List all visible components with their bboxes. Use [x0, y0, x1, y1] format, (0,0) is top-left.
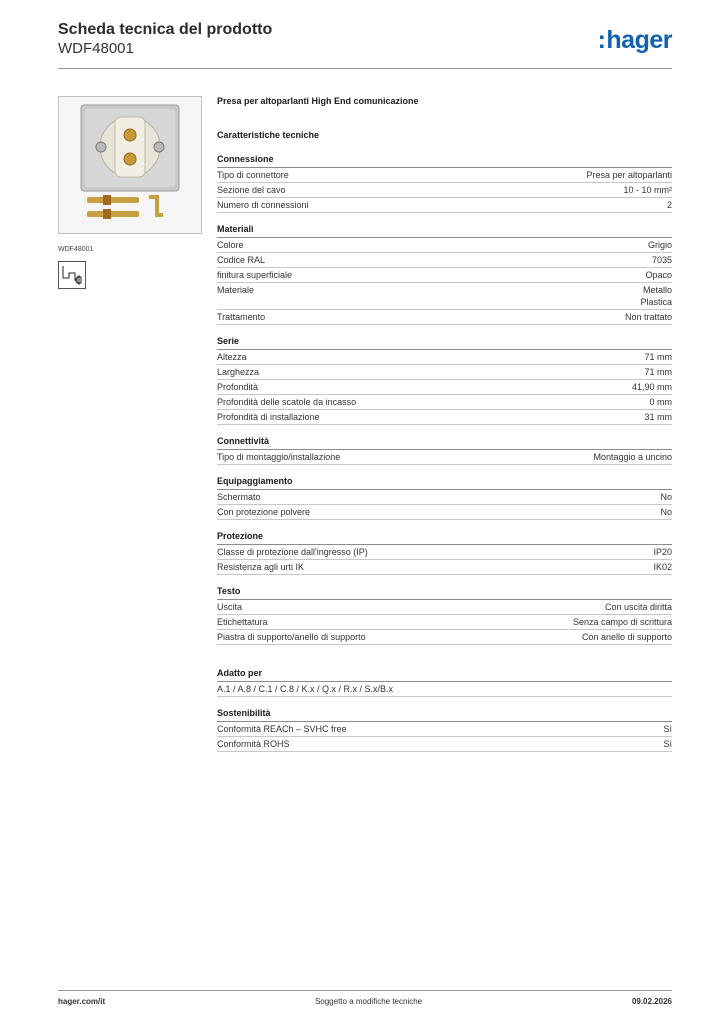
spec-label: finitura superficiale	[217, 270, 293, 280]
spec-value: Con anello di supporto	[581, 632, 672, 642]
spec-row	[217, 450, 672, 465]
spec-label: Con protezione polvere	[217, 507, 311, 517]
section-title: Adatto per	[217, 667, 672, 682]
spec-value: 2	[666, 200, 672, 210]
speaker-socket-image	[59, 97, 201, 233]
spec-section	[217, 475, 672, 520]
spec-row	[217, 283, 672, 310]
spec-row	[217, 600, 672, 615]
spec-value: No	[660, 492, 672, 502]
spec-section	[217, 435, 672, 465]
spec-label: Materiale	[217, 285, 255, 295]
spec-row	[217, 737, 672, 752]
spec-section	[217, 530, 672, 575]
spec-value: IP20	[653, 547, 672, 557]
spec-value: Sì	[663, 724, 672, 734]
logo-text: hager	[606, 26, 672, 54]
suitable-for-value: A.1 / A.8 / C.1 / C.8 / K.x / Q.x / R.x / S.x/B.x	[217, 682, 672, 697]
spec-row	[217, 490, 672, 505]
spec-value: Con uscita diritta	[604, 602, 672, 612]
header-divider	[58, 68, 672, 69]
spec-row	[217, 168, 672, 183]
section-title: Connessione	[217, 153, 672, 168]
page-footer	[58, 997, 672, 1006]
product-image-column	[58, 96, 202, 289]
spec-value: Senza campo di scrittura	[572, 617, 672, 627]
product-code: WDF48001	[58, 40, 134, 57]
spec-row	[217, 365, 672, 380]
spec-label: Profondità di installazione	[217, 412, 320, 422]
spec-row	[217, 268, 672, 283]
spec-value: Montaggio a uncino	[593, 452, 672, 462]
spec-row	[217, 380, 672, 395]
spec-label: Colore	[217, 240, 244, 250]
page-header	[58, 20, 672, 68]
product-name: Presa per altoparlanti High End comunicazione	[217, 96, 419, 106]
spec-value: 41,90 mm	[631, 382, 672, 392]
spec-label: Codice RAL	[217, 255, 266, 265]
document-title: Scheda tecnica del prodotto	[58, 21, 273, 38]
spec-row	[217, 350, 672, 365]
spec-label: Tipo di connettore	[217, 170, 289, 180]
spec-value: Presa per altoparlanti	[586, 170, 672, 180]
spec-sections	[217, 153, 672, 645]
spec-label: Classe di protezione dall'ingresso (IP)	[217, 547, 368, 557]
spec-label: Larghezza	[217, 367, 260, 377]
spec-row	[217, 410, 672, 425]
spec-value: 31 mm	[644, 412, 672, 422]
spec-label: Conformità ROHS	[217, 739, 290, 749]
spec-value: Grigio	[647, 240, 672, 250]
spec-label: Profondità	[217, 382, 259, 392]
spec-label: Trattamento	[217, 312, 266, 322]
spec-section	[217, 153, 672, 213]
spec-value: 0 mm	[649, 397, 672, 407]
spec-section	[217, 585, 672, 645]
section-title: Connettività	[217, 435, 672, 450]
spec-label: Schermato	[217, 492, 261, 502]
section-title: Protezione	[217, 530, 672, 545]
spec-value: 71 mm	[644, 367, 672, 377]
product-photo	[58, 96, 202, 234]
spec-value: 7035	[651, 255, 672, 265]
spec-label: Altezza	[217, 352, 247, 362]
spec-section	[217, 223, 672, 325]
tech-heading: Caratteristiche tecniche	[217, 130, 320, 140]
spec-value: No	[660, 507, 672, 517]
spec-row	[217, 238, 672, 253]
spec-label: Resistenza agli urti IK	[217, 562, 305, 572]
spec-value: 71 mm	[644, 352, 672, 362]
section-title: Testo	[217, 585, 672, 600]
spec-label: Conformità REACh – SVHC free	[217, 724, 347, 734]
footer-date: 09.02.2026	[631, 997, 672, 1006]
spec-row	[217, 505, 672, 520]
spec-label: Etichettatura	[217, 617, 268, 627]
spec-section	[217, 335, 672, 425]
spec-label: Numero di connessioni	[217, 200, 309, 210]
spec-value: 10 - 10 mm²	[623, 185, 672, 195]
spec-row	[217, 615, 672, 630]
section-title: Materiali	[217, 223, 672, 238]
spec-row	[217, 545, 672, 560]
spec-value: Opaco	[645, 270, 672, 280]
spec-label: Sezione del cavo	[217, 185, 286, 195]
hager-logo: :hager	[597, 26, 672, 54]
spec-label: Uscita	[217, 602, 243, 612]
spec-row	[217, 253, 672, 268]
section-title: Serie	[217, 335, 672, 350]
spec-row	[217, 198, 672, 213]
spec-row	[217, 310, 672, 325]
spec-label: Profondità delle scatole da incasso	[217, 397, 357, 407]
suitable-for-section	[217, 667, 672, 697]
loudspeaker-socket-icon	[58, 261, 86, 289]
spec-row	[217, 630, 672, 645]
spec-value: IK02	[653, 562, 672, 572]
spec-row	[217, 183, 672, 198]
spec-label: Piastra di supporto/anello di supporto	[217, 632, 366, 642]
footer-website: hager.com/it	[58, 997, 106, 1006]
spec-row	[217, 395, 672, 410]
section-title: Sostenibilità	[217, 707, 672, 722]
sustainability-section	[217, 707, 672, 752]
spec-row	[217, 560, 672, 575]
spec-value: Sì	[663, 739, 672, 749]
spec-value: Metallo Plastica	[640, 285, 672, 307]
spec-value: Non trattato	[624, 312, 672, 322]
section-title: Equipaggiamento	[217, 475, 672, 490]
footer-notice: Soggetto a modifiche tecniche	[314, 997, 423, 1006]
specs-column	[217, 96, 672, 762]
spec-label: Tipo di montaggio/installazione	[217, 452, 341, 462]
photo-caption: WDF48001	[58, 246, 94, 253]
footer-divider	[58, 990, 672, 991]
spec-row	[217, 722, 672, 737]
